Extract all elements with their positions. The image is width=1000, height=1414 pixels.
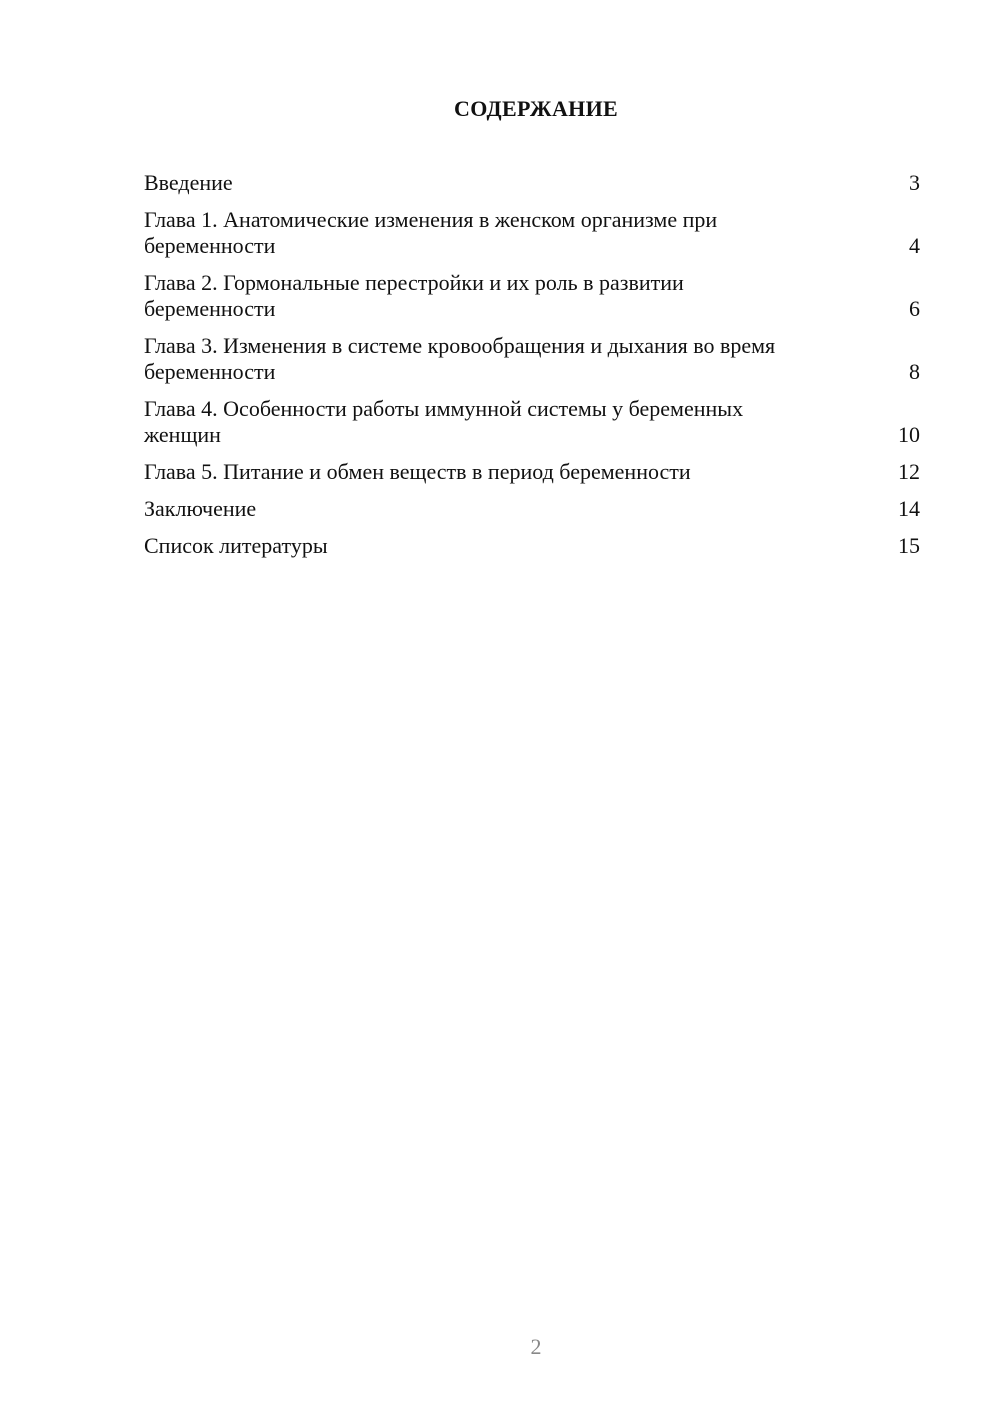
toc-entry-text: Введение: [144, 170, 233, 195]
toc-entry-text: Список литературы: [144, 533, 328, 558]
toc-entry-chapter-3: [144, 333, 920, 385]
toc-entry-chapter-2: [144, 270, 920, 322]
toc-entry-chapter-1: [144, 207, 920, 259]
toc-entry-references: [144, 533, 920, 559]
toc-entry-page: 15: [898, 533, 920, 558]
toc-entry-text: Заключение: [144, 496, 257, 521]
table-of-contents: [144, 170, 920, 570]
toc-entry-text: Глава 5. Питание и обмен веществ в период беременности: [144, 459, 691, 484]
toc-entry-page: 8: [909, 359, 920, 384]
toc-entry-introduction: [144, 170, 920, 196]
toc-entry-page: 6: [909, 296, 920, 321]
toc-entry-page: 12: [898, 459, 920, 484]
toc-entry-text: Глава 2. Гормональные перестройки и их роль в развитии беременности: [144, 270, 684, 321]
toc-entry-chapter-5: [144, 459, 920, 485]
toc-entry-page: 10: [898, 422, 920, 447]
toc-entry-page: 14: [898, 496, 920, 521]
toc-entry-text: Глава 4. Особенности работы иммунной системы у беременных женщин: [144, 396, 744, 447]
toc-entry-text: Глава 3. Изменения в системе кровообращения и дыхания во время беременности: [144, 333, 776, 384]
toc-title: СОДЕРЖАНИЕ: [454, 96, 618, 121]
page-number: 2: [530, 1334, 542, 1359]
toc-entry-page: 3: [909, 170, 920, 195]
toc-entry-conclusion: [144, 496, 920, 522]
toc-entry-chapter-4: [144, 396, 920, 448]
toc-entry-text: Глава 1. Анатомические изменения в женском организме при беременности: [144, 207, 718, 258]
toc-entry-page: 4: [909, 233, 920, 258]
